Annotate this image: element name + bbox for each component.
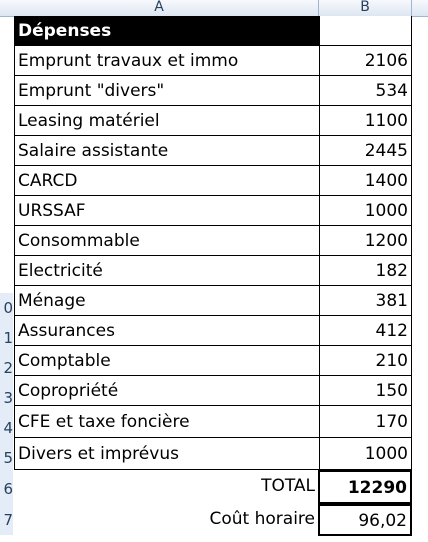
cell-value[interactable]: 170	[320, 406, 412, 438]
cell-label[interactable]: Electricité	[14, 256, 320, 286]
table-row	[14, 76, 412, 106]
cell-label[interactable]: Emprunt "divers"	[14, 76, 320, 106]
cell-value[interactable]: 381	[320, 286, 412, 316]
table-row	[14, 106, 412, 136]
row-number[interactable]: 5	[0, 443, 13, 473]
hourly-cost-label[interactable]: Coût horaire	[14, 504, 320, 536]
cell-label[interactable]: Consommable	[14, 226, 320, 256]
cell-value[interactable]: 1000	[320, 438, 412, 470]
table-row	[14, 256, 412, 286]
column-header-row	[0, 0, 428, 17]
cell-value[interactable]: 2106	[320, 46, 412, 76]
cell-label[interactable]: Assurances	[14, 316, 320, 346]
cell-label[interactable]: CFE et taxe foncière	[14, 406, 320, 438]
table-row	[14, 166, 412, 196]
header-cell-label[interactable]: Dépenses	[14, 16, 320, 46]
row-number[interactable]: 3	[0, 383, 13, 413]
cell-value[interactable]: 2445	[320, 136, 412, 166]
row-number[interactable]: 2	[0, 353, 13, 383]
cell-label[interactable]: CARCD	[14, 166, 320, 196]
total-row	[14, 470, 412, 504]
cell-value[interactable]: 1200	[320, 226, 412, 256]
cell-label[interactable]: Leasing matériel	[14, 106, 320, 136]
table-header-row	[14, 16, 412, 46]
cell-value[interactable]: 1100	[320, 106, 412, 136]
cell-value[interactable]: 182	[320, 256, 412, 286]
cell-label[interactable]: Divers et imprévus	[14, 438, 320, 470]
table-row	[14, 46, 412, 76]
cell-label[interactable]: Comptable	[14, 346, 320, 376]
cell-value[interactable]: 1400	[320, 166, 412, 196]
row-number[interactable]: 1	[0, 323, 13, 353]
table-row	[14, 136, 412, 166]
table-row	[14, 346, 412, 376]
cell-value[interactable]: 1000	[320, 196, 412, 226]
table-row	[14, 196, 412, 226]
table-row	[14, 376, 412, 406]
row-number[interactable]: 7	[0, 505, 13, 535]
table-row	[14, 286, 412, 316]
cell-label[interactable]: Copropriété	[14, 376, 320, 406]
total-label[interactable]: TOTAL	[14, 470, 320, 504]
cell-label[interactable]: Emprunt travaux et immo	[14, 46, 320, 76]
table-row	[14, 316, 412, 346]
cell-value[interactable]: 150	[320, 376, 412, 406]
header-cell-value[interactable]	[320, 16, 412, 46]
column-header-b[interactable]: B	[319, 0, 412, 16]
cell-label[interactable]: Salaire assistante	[14, 136, 320, 166]
table-row	[14, 406, 412, 438]
cell-value[interactable]: 210	[320, 346, 412, 376]
row-number[interactable]: 6	[0, 473, 13, 505]
cell-value[interactable]: 412	[320, 316, 412, 346]
hourly-cost-value[interactable]: 96,02	[320, 504, 412, 536]
table-row	[14, 226, 412, 256]
cell-label[interactable]: Ménage	[14, 286, 320, 316]
row-number[interactable]: 4	[0, 413, 13, 443]
table-row	[14, 438, 412, 470]
cell-label[interactable]: URSSAF	[14, 196, 320, 226]
row-number[interactable]: 0	[0, 293, 13, 323]
total-value[interactable]: 12290	[320, 470, 412, 504]
hourly-cost-row	[14, 504, 412, 536]
cell-value[interactable]: 534	[320, 76, 412, 106]
column-header-a[interactable]: A	[0, 0, 319, 16]
